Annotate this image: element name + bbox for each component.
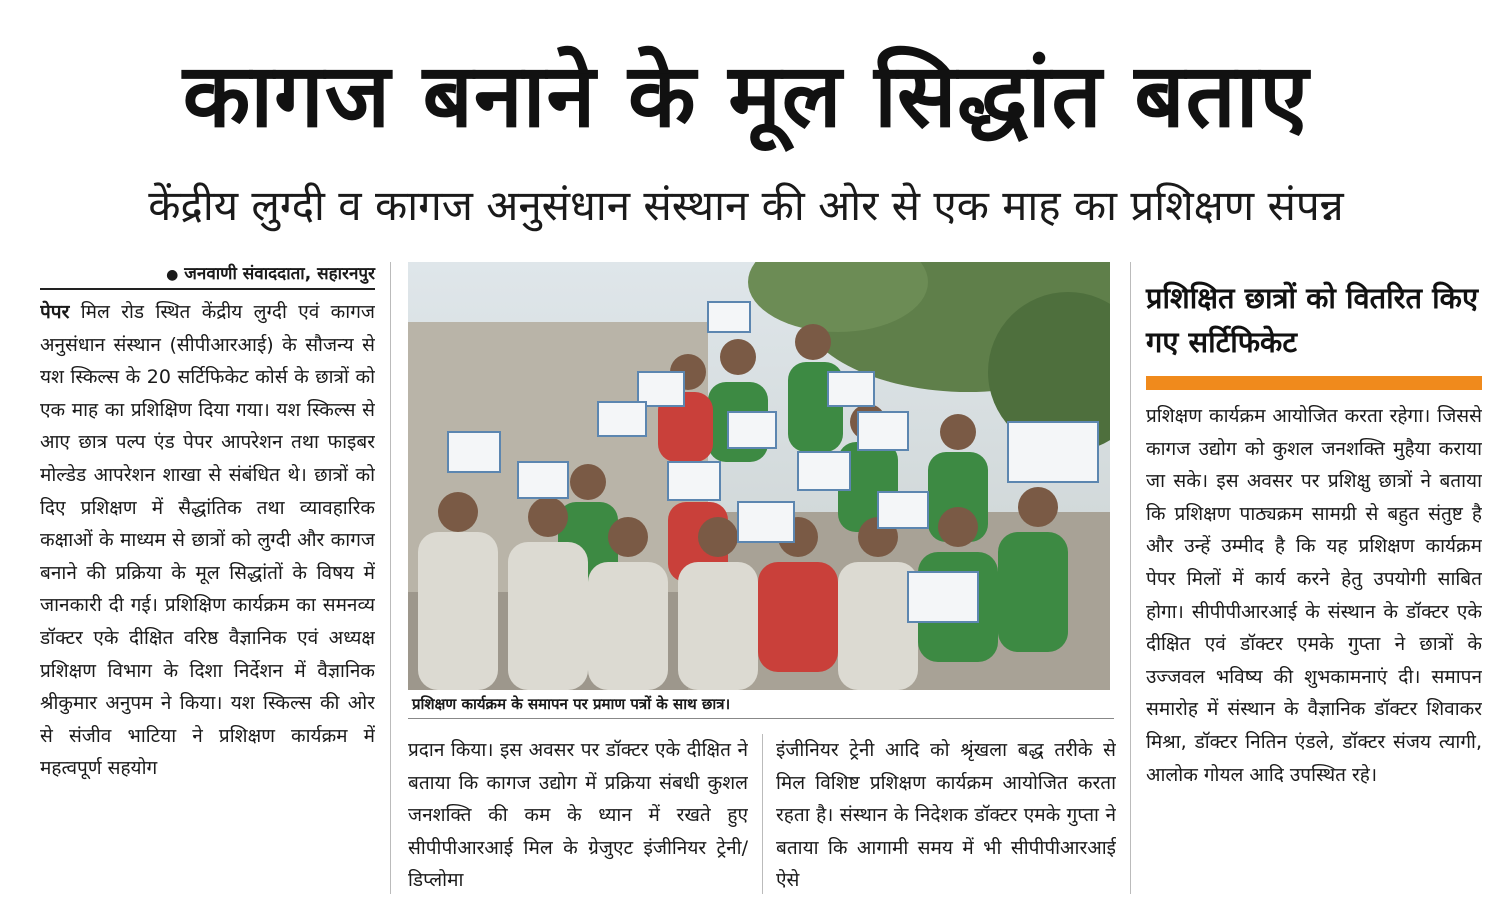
article-column-4: [1146, 400, 1482, 894]
column-2-text: प्रदान किया। इस अवसर पर डॉक्टर एके दीक्षित ने बताया कि कागज उद्योग में प्रक्रिया संबधी कुशल जनशक्ति की कम के ध्यान में रखते हुए सीपीपीआरआई मिल के ग्रेजुएट इंजीनियर ट्रेनी/डिप्लोमा: [408, 739, 748, 892]
byline-rule: [40, 288, 375, 290]
sidebar-title: प्रशिक्षित छात्रों को वितरित किए गए सर्टिफिकेट: [1146, 281, 1478, 359]
column-3-text: इंजीनियर ट्रेनी आदि को श्रृंखला बद्ध तरीके से मिल विशिष्ट प्रशिक्षण कार्यक्रम आयोजित करता रहता है। संस्थान के निदेशक डॉक्टर एमके गुप्ता ने बताया कि आगामी समय में भी सीपीपीआरआई ऐसे: [776, 739, 1116, 892]
bullet-icon: ●: [166, 267, 179, 283]
column-4-text: प्रशिक्षण कार्यक्रम आयोजित करता रहेगा। जिससे कागज उद्योग को कुशल जनशक्ति मुहैया कराया जा सके। इस अवसर पर प्रशिक्षु छात्रों ने बताया कि प्रशिक्षण पाठ्यक्रम सामग्री से बहुत संतुष्ट है और उन्हें उम्मीद है कि यह प्रशिक्षण कार्यक्रम पेपर मिलों में कार्य करने हेतु उपयोगी साबित होगा। सीपीपीआरआई के संस्थान के डॉक्टर एके दीक्षित एवं डॉक्टर एमके गुप्ता ने छात्रों के उज्जवल भविष्य की शुभकामनाएं दी। समापन समारोह में संस्थान के वैज्ञानिक डॉक्टर शिवाकर मिश्रा, डॉक्टर नितिन एंडले, डॉक्टर संजय त्यागी, आलोक गोयल आदि उपस्थित रहे।: [1146, 405, 1482, 786]
photo-caption: प्रशिक्षण कार्यक्रम के समापन पर प्रमाण पत्रों के साथ छात्र।: [408, 690, 1114, 719]
column-1-text: मिल रोड स्थित केंद्रीय लुग्दी एवं कागज अनुसंधान संस्थान (सीपीआरआई) के सौजन्य से यश स्किल्स के 20 सर्टिफिकेट कोर्स के छात्रों को एक माह का प्रशिक्षिण दिया गया। यश स्किल्स से आए छात्र पल्प एंड पेपर आपरेशन तथा फाइबर मोल्डेड आपरेशन शाखा से संबंधित थे। छात्रों को दिए प्रशिक्षण में सैद्धांतिक तथा व्यावहारिक कक्षाओं के माध्यम से छात्रों को लुग्दी और कागज बनाने की प्रक्रिया के मूल सिद्धांतों के विषय में जानकारी दी गई। प्रशिक्षिण कार्यक्रम का समनव्य डॉक्टर एके दीक्षित वरिष्ठ वैज्ञानिक एवं अध्यक्ष प्रशिक्षण विभाग के दिशा निर्देशन में वैज्ञानिक श्रीकुमार अनुपम ने किया। यश स्किल्स की ओर से संजीव भाटिया ने प्रशिक्षण कार्यक्रम में महत्वपूर्ण सहयोग: [40, 301, 375, 780]
column-divider: [390, 262, 391, 894]
subheadline: केंद्रीय लुग्दी व कागज अनुसंधान संस्थान की ओर से एक माह का प्रशिक्षण संपन्न: [148, 181, 1344, 230]
accent-bar: [1146, 376, 1482, 390]
column-divider: [762, 734, 763, 894]
byline: [40, 262, 375, 287]
column-divider: [1130, 262, 1131, 894]
byline-text: जनवाणी संवाददाता, सहारनपुर: [184, 264, 375, 284]
headline: कागज बनाने के मूल सिद्धांत बताए: [182, 44, 1310, 147]
article-column-3: [776, 734, 1116, 894]
lead-word: पेपर: [40, 301, 70, 323]
article-column-1: [40, 296, 375, 894]
group-photo: [408, 262, 1110, 690]
article-column-2: [408, 734, 748, 894]
